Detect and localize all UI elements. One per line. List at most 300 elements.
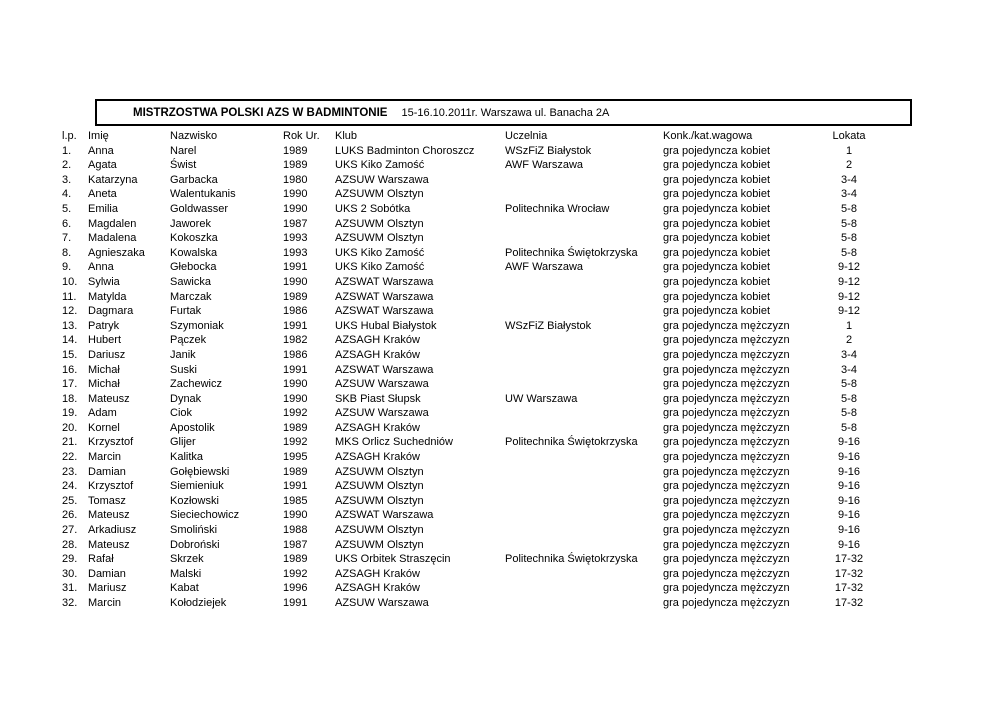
table-row: [62, 319, 873, 334]
table-cell: 1991: [283, 363, 308, 376]
column-header: Lokata: [832, 130, 866, 142]
table-cell: AZSAGH Kraków: [335, 451, 420, 464]
table-cell: LUKS Badminton Choroszcz: [335, 144, 475, 157]
table-cell: AZSWAT Warszawa: [335, 363, 434, 376]
table-cell: Mariusz: [88, 582, 127, 595]
table-cell: 9-16: [837, 451, 861, 464]
table-cell: 1: [845, 144, 853, 157]
column-header: Uczelnia: [505, 130, 548, 142]
results-table: [62, 129, 873, 611]
table-cell: [505, 290, 663, 305]
table-header-row: [62, 129, 873, 144]
table-cell: 11.: [62, 290, 77, 303]
table-cell: 1990: [283, 275, 308, 288]
table-cell: gra pojedyncza mężczyzn: [663, 480, 790, 493]
table-cell: Mateusz: [88, 538, 130, 551]
table-cell: AZSWAT Warszawa: [335, 305, 434, 318]
table-cell: UKS Kiko Zamość: [335, 159, 425, 172]
column-header: Klub: [335, 130, 358, 142]
table-cell: Sylwia: [88, 275, 120, 288]
table-row: [62, 523, 873, 538]
table-cell: [505, 275, 663, 290]
table-cell: 17.: [62, 378, 78, 391]
table-cell: 1980: [283, 173, 308, 186]
table-cell: AZSUW Warszawa: [335, 378, 429, 391]
table-cell: 17-32: [834, 567, 864, 580]
table-cell: gra pojedyncza mężczyzn: [663, 553, 790, 566]
table-cell: [505, 406, 663, 421]
table-cell: Dobroński: [170, 538, 220, 551]
table-row: [62, 494, 873, 509]
table-cell: AZSUW Warszawa: [335, 597, 429, 609]
table-cell: Kokoszka: [170, 232, 218, 245]
table-cell: AWF Warszawa: [505, 261, 584, 274]
table-cell: Sieciechowicz: [170, 509, 240, 522]
table-cell: gra pojedyncza mężczyzn: [663, 407, 790, 420]
table-cell: [505, 231, 663, 246]
table-cell: 1991: [283, 597, 308, 609]
table-cell: 6.: [62, 217, 72, 230]
table-cell: MKS Orlicz Suchedniów: [335, 436, 453, 449]
table-cell: Madalena: [88, 232, 137, 245]
table-cell: 5-8: [841, 378, 857, 391]
table-row: [62, 246, 873, 261]
table-cell: Matylda: [88, 290, 127, 303]
table-cell: 3-4: [841, 173, 857, 186]
table-cell: Apostolik: [170, 421, 215, 434]
table-cell: gra pojedyncza kobiet: [663, 275, 771, 288]
table-cell: [505, 377, 663, 392]
table-cell: 1995: [283, 451, 308, 464]
table-cell: 8.: [62, 246, 72, 259]
table-cell: UKS Kiko Zamość: [335, 246, 425, 259]
table-row: [62, 596, 873, 611]
table-cell: 9-12: [837, 290, 861, 303]
table-cell: gra pojedyncza mężczyzn: [663, 436, 790, 449]
table-cell: Politechnika Wrocław: [505, 202, 610, 215]
table-cell: UKS Orbitek Straszęcin: [335, 553, 451, 566]
table-cell: Kołodziejek: [170, 597, 227, 609]
table-cell: Kornel: [88, 421, 120, 434]
table-cell: Adam: [88, 407, 117, 420]
table-cell: gra pojedyncza kobiet: [663, 188, 771, 201]
table-cell: 17-32: [834, 553, 864, 566]
table-cell: 3-4: [841, 188, 857, 201]
table-cell: Świst: [170, 159, 197, 172]
table-row: [62, 202, 873, 217]
table-cell: 20.: [62, 421, 78, 434]
table-cell: AZSWAT Warszawa: [335, 290, 434, 303]
table-cell: UKS Hubal Białystok: [335, 319, 437, 332]
table-cell: Krzysztof: [88, 480, 134, 493]
table-cell: gra pojedyncza mężczyzn: [663, 392, 790, 405]
table-cell: 5-8: [841, 202, 857, 215]
column-header: Imię: [88, 130, 109, 142]
table-cell: 2: [845, 159, 853, 172]
table-row: [62, 275, 873, 290]
table-cell: Politechnika Świętokrzyska: [505, 246, 638, 259]
table-cell: Zachewicz: [170, 378, 222, 391]
table-cell: Walentukanis: [170, 188, 236, 201]
table-cell: 1990: [283, 188, 308, 201]
table-cell: Goldwasser: [170, 202, 229, 215]
table-body: [62, 144, 873, 611]
table-cell: Janik: [170, 348, 196, 361]
table-row: [62, 260, 873, 275]
table-cell: 29.: [62, 553, 78, 566]
table-cell: Anna: [88, 261, 114, 274]
table-row: [62, 450, 873, 465]
table-cell: gra pojedyncza mężczyzn: [663, 378, 790, 391]
table-cell: 22.: [62, 451, 78, 464]
table-cell: Furtak: [170, 305, 202, 318]
table-cell: [505, 523, 663, 538]
table-cell: 1990: [283, 202, 308, 215]
table-cell: 31.: [62, 582, 78, 595]
table-cell: AZSWAT Warszawa: [335, 509, 434, 522]
table-cell: gra pojedyncza kobiet: [663, 261, 771, 274]
table-cell: AZSUWM Olsztyn: [335, 188, 424, 201]
column-header: Rok Ur.: [283, 130, 320, 142]
table-cell: AZSAGH Kraków: [335, 567, 420, 580]
table-cell: 1982: [283, 334, 308, 347]
table-row: [62, 173, 873, 188]
document-title: MISTRZOSTWA POLSKI AZS W BADMINTONIE: [133, 106, 388, 119]
table-cell: 9-16: [837, 538, 861, 551]
table-cell: [505, 479, 663, 494]
table-cell: 5-8: [841, 217, 857, 230]
table-cell: Garbacka: [170, 173, 218, 186]
table-cell: Dariusz: [88, 348, 126, 361]
table-cell: 2.: [62, 159, 72, 172]
document-subtitle: 15-16.10.2011r. Warszawa ul. Banacha 2A: [401, 106, 610, 119]
table-cell: 1989: [283, 290, 308, 303]
table-cell: 1989: [283, 421, 308, 434]
table-cell: 9-16: [837, 465, 861, 478]
table-cell: 1989: [283, 144, 308, 157]
table-cell: WSzFiZ Białystok: [505, 144, 592, 157]
table-cell: 1991: [283, 480, 308, 493]
table-cell: 1987: [283, 538, 308, 551]
table-cell: 1991: [283, 261, 308, 274]
table-row: [62, 333, 873, 348]
table-cell: gra pojedyncza kobiet: [663, 246, 771, 259]
table-cell: 23.: [62, 465, 78, 478]
table-cell: [505, 581, 663, 596]
table-cell: UKS 2 Sobótka: [335, 202, 411, 215]
table-row: [62, 465, 873, 480]
table-cell: 10.: [62, 275, 78, 288]
table-cell: 5-8: [841, 246, 857, 259]
table-cell: Glijer: [170, 436, 196, 449]
table-cell: 1987: [283, 217, 308, 230]
table-cell: gra pojedyncza kobiet: [663, 305, 771, 318]
table-cell: [505, 450, 663, 465]
table-cell: 30.: [62, 567, 78, 580]
table-cell: 16.: [62, 363, 78, 376]
table-cell: SKB Piast Słupsk: [335, 392, 421, 405]
table-cell: 3.: [62, 173, 72, 186]
table-cell: 1985: [283, 494, 308, 507]
table-cell: gra pojedyncza mężczyzn: [663, 597, 790, 609]
table-cell: Jaworek: [170, 217, 211, 230]
table-cell: Sawicka: [170, 275, 211, 288]
table-cell: Damian: [88, 567, 126, 580]
table-row: [62, 392, 873, 407]
table-cell: 17-32: [834, 582, 864, 595]
table-cell: Mateusz: [88, 392, 130, 405]
table-cell: AZSUWM Olsztyn: [335, 232, 424, 245]
table-cell: 5-8: [841, 392, 857, 405]
table-cell: 3-4: [841, 363, 857, 376]
table-row: [62, 567, 873, 582]
table-row: [62, 231, 873, 246]
table-cell: gra pojedyncza mężczyzn: [663, 465, 790, 478]
table-cell: 1992: [283, 436, 308, 449]
table-row: [62, 508, 873, 523]
table-cell: 1989: [283, 465, 308, 478]
table-cell: 28.: [62, 538, 78, 551]
table-cell: Katarzyna: [88, 173, 138, 186]
table-cell: Siemieniuk: [170, 480, 224, 493]
table-row: [62, 479, 873, 494]
table-cell: 1989: [283, 159, 308, 172]
table-cell: AZSAGH Kraków: [335, 334, 420, 347]
table-cell: gra pojedyncza mężczyzn: [663, 421, 790, 434]
table-cell: Damian: [88, 465, 126, 478]
table-cell: AZSAGH Kraków: [335, 421, 420, 434]
table-row: [62, 421, 873, 436]
table-cell: Marczak: [170, 290, 212, 303]
table-cell: 9-12: [837, 305, 861, 318]
table-cell: gra pojedyncza kobiet: [663, 144, 771, 157]
table-cell: 9-12: [837, 261, 861, 274]
table-cell: Patryk: [88, 319, 120, 332]
table-cell: [505, 173, 663, 188]
table-row: [62, 406, 873, 421]
table-cell: WSzFiZ Białystok: [505, 319, 592, 332]
table-cell: [505, 333, 663, 348]
table-cell: 5-8: [841, 407, 857, 420]
table-cell: gra pojedyncza mężczyzn: [663, 567, 790, 580]
table-cell: [505, 596, 663, 611]
table-cell: 4.: [62, 188, 72, 201]
table-cell: gra pojedyncza mężczyzn: [663, 319, 790, 332]
table-cell: gra pojedyncza kobiet: [663, 159, 771, 172]
table-cell: 9.: [62, 261, 72, 274]
table-cell: 12.: [62, 305, 78, 318]
table-cell: Gołębiewski: [170, 465, 230, 478]
table-cell: AZSAGH Kraków: [335, 348, 420, 361]
title-box: [95, 99, 912, 126]
table-cell: [505, 348, 663, 363]
table-row: [62, 304, 873, 319]
table-cell: Smoliński: [170, 524, 218, 537]
table-cell: AZSUW Warszawa: [335, 173, 429, 186]
table-cell: gra pojedyncza kobiet: [663, 202, 771, 215]
table-cell: AZSUWM Olsztyn: [335, 538, 424, 551]
table-cell: Kozłowski: [170, 494, 219, 507]
table-row: [62, 581, 873, 596]
table-cell: Pączek: [170, 334, 207, 347]
table-cell: gra pojedyncza mężczyzn: [663, 524, 790, 537]
table-cell: gra pojedyncza mężczyzn: [663, 509, 790, 522]
table-cell: AZSUWM Olsztyn: [335, 217, 424, 230]
table-cell: UW Warszawa: [505, 392, 578, 405]
table-cell: 9-16: [837, 436, 861, 449]
table-cell: Magdalen: [88, 217, 137, 230]
table-cell: UKS Kiko Zamość: [335, 261, 425, 274]
table-cell: 15.: [62, 348, 78, 361]
table-cell: Arkadiusz: [88, 524, 137, 537]
table-row: [62, 290, 873, 305]
table-cell: 1990: [283, 378, 308, 391]
table-cell: 1992: [283, 567, 308, 580]
table-cell: [505, 494, 663, 509]
table-cell: 1989: [283, 553, 308, 566]
table-cell: AZSWAT Warszawa: [335, 275, 434, 288]
table-cell: Kalitka: [170, 451, 204, 464]
table-cell: 24.: [62, 480, 78, 493]
table-cell: 5-8: [841, 421, 857, 434]
table-cell: 14.: [62, 334, 78, 347]
table-row: [62, 158, 873, 173]
column-header: l.p.: [62, 130, 77, 142]
table-row: [62, 435, 873, 450]
table-cell: 9-16: [837, 524, 861, 537]
table-cell: 1.: [62, 144, 72, 157]
table-cell: AZSUW Warszawa: [335, 407, 429, 420]
table-cell: Skrzek: [170, 553, 204, 566]
table-cell: [505, 217, 663, 232]
table-cell: 21.: [62, 436, 78, 449]
table-cell: 1986: [283, 305, 308, 318]
table-cell: 27.: [62, 524, 78, 537]
table-cell: AZSUWM Olsztyn: [335, 494, 424, 507]
table-cell: Marcin: [88, 451, 122, 464]
column-header: Nazwisko: [170, 130, 218, 142]
table-row: [62, 377, 873, 392]
table-cell: Narel: [170, 144, 197, 157]
table-row: [62, 144, 873, 159]
table-cell: Rafał: [88, 553, 114, 566]
table-cell: Aneta: [88, 188, 117, 201]
table-cell: 1: [845, 319, 853, 332]
table-cell: 5.: [62, 202, 72, 215]
table-cell: 1991: [283, 319, 308, 332]
table-cell: gra pojedyncza mężczyzn: [663, 494, 790, 507]
table-cell: 25.: [62, 494, 78, 507]
table-cell: Politechnika Świętokrzyska: [505, 553, 638, 566]
table-cell: 17-32: [834, 597, 864, 609]
table-cell: 7.: [62, 232, 72, 245]
table-cell: [505, 538, 663, 553]
table-row: [62, 348, 873, 363]
table-cell: Agata: [88, 159, 117, 172]
table-cell: 3-4: [841, 348, 857, 361]
table-cell: Mateusz: [88, 509, 130, 522]
table-cell: gra pojedyncza kobiet: [663, 290, 771, 303]
table-cell: Suski: [170, 363, 197, 376]
table-cell: Michał: [88, 363, 120, 376]
table-cell: 1993: [283, 246, 308, 259]
table-cell: 9-16: [837, 480, 861, 493]
table-cell: AZSUWM Olsztyn: [335, 480, 424, 493]
table-cell: Michał: [88, 378, 120, 391]
table-cell: 26.: [62, 509, 78, 522]
table-cell: Anna: [88, 144, 114, 157]
table-cell: 32.: [62, 597, 78, 609]
table-cell: AZSAGH Kraków: [335, 582, 420, 595]
table-cell: Politechnika Świętokrzyska: [505, 436, 638, 449]
table-cell: 1993: [283, 232, 308, 245]
table-cell: Emilia: [88, 202, 118, 215]
table-cell: [505, 187, 663, 202]
table-cell: Ciok: [170, 407, 193, 420]
table-cell: [505, 567, 663, 582]
table-cell: Marcin: [88, 597, 122, 609]
table-cell: 5-8: [841, 232, 857, 245]
table-cell: Kabat: [170, 582, 199, 595]
table-cell: Hubert: [88, 334, 122, 347]
table-cell: Kowalska: [170, 246, 218, 259]
table-cell: AZSUWM Olsztyn: [335, 524, 424, 537]
table-cell: [505, 421, 663, 436]
table-cell: 1996: [283, 582, 308, 595]
table-row: [62, 538, 873, 553]
table-cell: Głebocka: [170, 261, 217, 274]
table-cell: 13.: [62, 319, 78, 332]
table-cell: gra pojedyncza mężczyzn: [663, 348, 790, 361]
table-cell: 9-12: [837, 275, 861, 288]
table-cell: 19.: [62, 407, 78, 420]
table-cell: [505, 465, 663, 480]
table-cell: 9-16: [837, 509, 861, 522]
table-row: [62, 552, 873, 567]
table-cell: gra pojedyncza kobiet: [663, 173, 771, 186]
table-cell: Tomasz: [88, 494, 126, 507]
table-cell: 9-16: [837, 494, 861, 507]
table-row: [62, 187, 873, 202]
table-cell: [505, 508, 663, 523]
table-cell: 1988: [283, 524, 308, 537]
table-cell: Agnieszaka: [88, 246, 145, 259]
table-cell: Dagmara: [88, 305, 134, 318]
table-cell: gra pojedyncza mężczyzn: [663, 363, 790, 376]
table-cell: gra pojedyncza kobiet: [663, 232, 771, 245]
table-row: [62, 363, 873, 378]
table-cell: gra pojedyncza mężczyzn: [663, 538, 790, 551]
table-cell: Szymoniak: [170, 319, 224, 332]
table-cell: 1990: [283, 392, 308, 405]
table-cell: 1986: [283, 348, 308, 361]
table-cell: gra pojedyncza mężczyzn: [663, 582, 790, 595]
table-cell: 2: [845, 334, 853, 347]
table-row: [62, 217, 873, 232]
table-cell: Malski: [170, 567, 202, 580]
table-cell: gra pojedyncza kobiet: [663, 217, 771, 230]
table-cell: [505, 363, 663, 378]
table-cell: gra pojedyncza mężczyzn: [663, 334, 790, 347]
table-cell: 18.: [62, 392, 78, 405]
table-cell: [505, 304, 663, 319]
table-cell: AWF Warszawa: [505, 159, 584, 172]
table-cell: Krzysztof: [88, 436, 134, 449]
table-cell: 1992: [283, 407, 308, 420]
table-cell: AZSUWM Olsztyn: [335, 465, 424, 478]
table-cell: gra pojedyncza mężczyzn: [663, 451, 790, 464]
table-cell: 1990: [283, 509, 308, 522]
